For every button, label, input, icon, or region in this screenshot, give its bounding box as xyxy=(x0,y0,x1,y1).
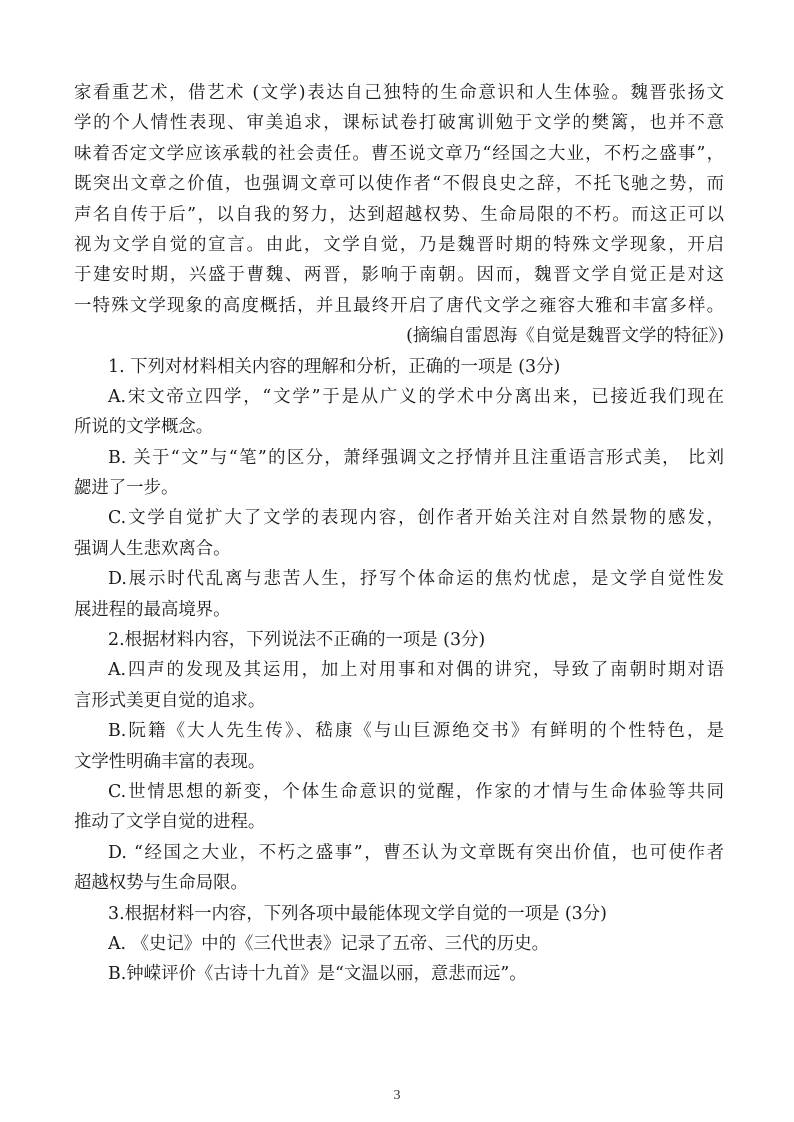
option-a: A.宋文帝立四学，“文学”于是从广义的学术中分离出来，已接近我们现在 xyxy=(108,386,724,407)
option-c: C.文学自觉扩大了文学的表现内容，创作者开始关注对自然景物的感发， xyxy=(108,508,724,529)
passage-line: 一特殊文学现象的高度概括，并且最终开启了唐代文学之雍容大雅和丰富多样。 xyxy=(74,295,724,316)
option-b: B.阮籍《大人先生传》、嵇康《与山巨源绝交书》有鲜明的个性特色，是 xyxy=(108,721,724,742)
option-b: B. 关于“文”与“笔”的区分，萧绎强调文之抒情并且注重语言形式美， 比刘 xyxy=(108,447,724,468)
page-number: 3 xyxy=(393,1088,401,1103)
question-3 xyxy=(74,899,724,990)
option-c-continued: 强调人生悲欢离合。 xyxy=(74,538,231,559)
passage xyxy=(74,78,724,352)
passage-source: (摘编自雷恩海《自觉是魏晋文学的特征》) xyxy=(406,326,724,347)
option-b: B.钟嵘评价《古诗十九首》是“文温以丽，意悲而远”。 xyxy=(108,964,527,985)
option-d: D. “经国之大业，不朽之盛事”，曹丕认为文章既有突出价值，也可使作者 xyxy=(108,842,724,863)
option-b-continued: 勰进了一步。 xyxy=(74,478,179,499)
passage-line: 声名自传于后”，以自我的努力，达到超越权势、生命局限的不朽。而这正可以 xyxy=(74,204,724,225)
passage-line: 于建安时期，兴盛于曹魏、两晋，影响于南朝。因而，魏晋文学自觉正是对这 xyxy=(74,265,724,286)
passage-line: 家看重艺术，借艺术 (文学)表达自己独特的生命意识和人生体验。魏晋张扬文 xyxy=(74,83,724,103)
question-2 xyxy=(74,625,724,899)
question-stem: 2.根据材料内容，下列说法不正确的一项是 (3分) xyxy=(108,630,486,651)
question-stem: 3.根据材料一内容，下列各项中最能体现文学自觉的一项是 (3分) xyxy=(108,903,607,924)
option-d: D.展示时代乱离与悲苦人生，抒写个体命运的焦灼忧虑，是文学自觉性发 xyxy=(108,569,724,590)
option-c-continued: 推动了文学自觉的进程。 xyxy=(74,812,266,833)
option-d-continued: 超越权势与生命局限。 xyxy=(74,873,248,894)
question-stem: 1. 下列对材料相关内容的理解和分析，正确的一项是 (3分) xyxy=(108,356,561,377)
option-a: A. 《史记》中的《三代世表》记录了五帝、三代的历史。 xyxy=(108,933,549,954)
passage-line: 味着否定文学应该承载的社会责任。曹丕说文章乃“经国之大业，不朽之盛事”， xyxy=(74,143,724,164)
passage-line: 学的个人情性表现、审美追求，课标试卷打破寓训勉于文学的樊篱，也并不意 xyxy=(74,113,724,134)
passage-line: 视为文学自觉的宣言。由此，文学自觉，乃是魏晋时期的特殊文学现象，开启 xyxy=(74,234,724,255)
passage-line: 既突出文章之价值，也强调文章可以使作者“不假良史之辞，不托飞驰之势，而 xyxy=(74,174,724,195)
option-a: A.四声的发现及其运用，加上对用事和对偶的讲究，导致了南朝时期对语 xyxy=(108,660,724,681)
option-a-continued: 所说的文学概念。 xyxy=(74,417,214,438)
document-page xyxy=(74,78,724,990)
option-c: C.世情思想的新变，个体生命意识的觉醒，作家的才情与生命体验等共同 xyxy=(108,781,724,802)
option-d-continued: 展进程的最高境界。 xyxy=(74,599,231,620)
option-a-continued: 言形式美更自觉的追求。 xyxy=(74,690,266,711)
question-1 xyxy=(74,352,724,626)
option-b-continued: 文学性明确丰富的表现。 xyxy=(74,751,266,772)
